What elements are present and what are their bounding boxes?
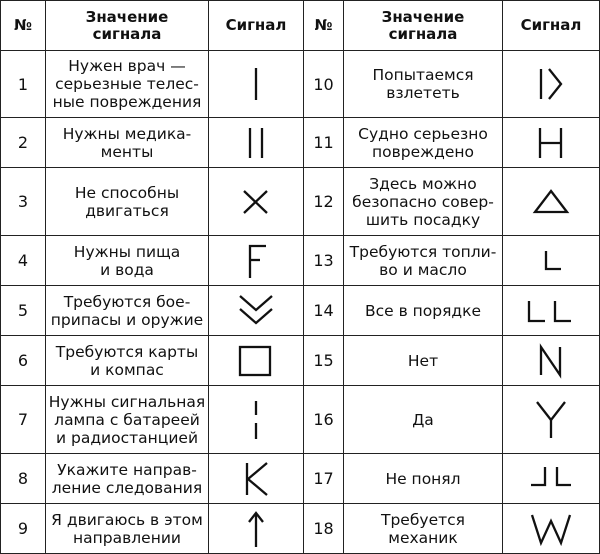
row-num: 10	[304, 51, 344, 118]
row-meaning: Требуются топли- во и масло	[344, 236, 503, 286]
row-num: 18	[304, 504, 344, 554]
row-num: 14	[304, 286, 344, 336]
row-num: 3	[1, 168, 46, 236]
double-vertical-line-icon	[209, 118, 304, 168]
single-vertical-line-icon	[209, 51, 304, 118]
triangle-icon	[503, 168, 600, 236]
row-num: 12	[304, 168, 344, 236]
n-shape-icon	[503, 336, 600, 386]
header-num-left: №	[1, 1, 46, 51]
table-row	[1, 336, 600, 386]
double-chevron-down-icon	[209, 286, 304, 336]
row-num: 2	[1, 118, 46, 168]
row-num: 6	[1, 336, 46, 386]
row-meaning: Укажите направ- ление следования	[46, 454, 209, 504]
w-shape-icon	[503, 504, 600, 554]
row-num: 16	[304, 386, 344, 454]
row-meaning: Требуются бое- припасы и оружие	[46, 286, 209, 336]
row-num: 5	[1, 286, 46, 336]
square-icon	[209, 336, 304, 386]
row-meaning: Не понял	[344, 454, 503, 504]
row-num: 13	[304, 236, 344, 286]
dashed-vertical-line-icon	[209, 386, 304, 454]
row-meaning: Нужны пища и вода	[46, 236, 209, 286]
f-shape-icon	[209, 236, 304, 286]
row-num: 11	[304, 118, 344, 168]
table-row	[1, 504, 600, 554]
row-num: 17	[304, 454, 344, 504]
table-row	[1, 236, 600, 286]
table-row	[1, 118, 600, 168]
table-row	[1, 286, 600, 336]
row-meaning: Нужны сигнальная лампа с батареей и радиостанцией	[46, 386, 209, 454]
double-l-shape-icon	[503, 286, 600, 336]
row-num: 4	[1, 236, 46, 286]
row-meaning: Нужен врач — серьезные телес- ные повреждения	[46, 51, 209, 118]
inverted-l-pair-icon	[503, 454, 600, 504]
table-row	[1, 386, 600, 454]
arrow-up-icon	[209, 504, 304, 554]
row-meaning: Не способны двигаться	[46, 168, 209, 236]
row-meaning: Да	[344, 386, 503, 454]
row-meaning: Требуется механик	[344, 504, 503, 554]
header-signal-right: Сигнал	[503, 1, 600, 51]
row-num: 15	[304, 336, 344, 386]
row-meaning: Все в порядке	[344, 286, 503, 336]
table-row	[1, 168, 600, 236]
row-meaning: Судно серьезно повреждено	[344, 118, 503, 168]
row-meaning: Требуются карты и компас	[46, 336, 209, 386]
row-num: 9	[1, 504, 46, 554]
y-shape-icon	[503, 386, 600, 454]
l-shape-icon	[503, 236, 600, 286]
row-num: 1	[1, 51, 46, 118]
x-cross-icon	[209, 168, 304, 236]
header-meaning-right: Значение сигнала	[344, 1, 503, 51]
header-num-right: №	[304, 1, 344, 51]
header-row	[1, 1, 600, 51]
header-meaning-left: Значение сигнала	[46, 1, 209, 51]
h-shape-icon	[503, 118, 600, 168]
bar-chevron-right-icon	[503, 51, 600, 118]
row-num: 7	[1, 386, 46, 454]
k-shape-icon	[209, 454, 304, 504]
row-meaning: Попытаемся взлететь	[344, 51, 503, 118]
row-meaning: Нет	[344, 336, 503, 386]
row-meaning: Здесь можно безопасно совер- шить посадку	[344, 168, 503, 236]
row-meaning: Я двигаюсь в этом направлении	[46, 504, 209, 554]
row-num: 8	[1, 454, 46, 504]
table-row	[1, 454, 600, 504]
header-signal-left: Сигнал	[209, 1, 304, 51]
table-row	[1, 51, 600, 118]
row-meaning: Нужны медика- менты	[46, 118, 209, 168]
